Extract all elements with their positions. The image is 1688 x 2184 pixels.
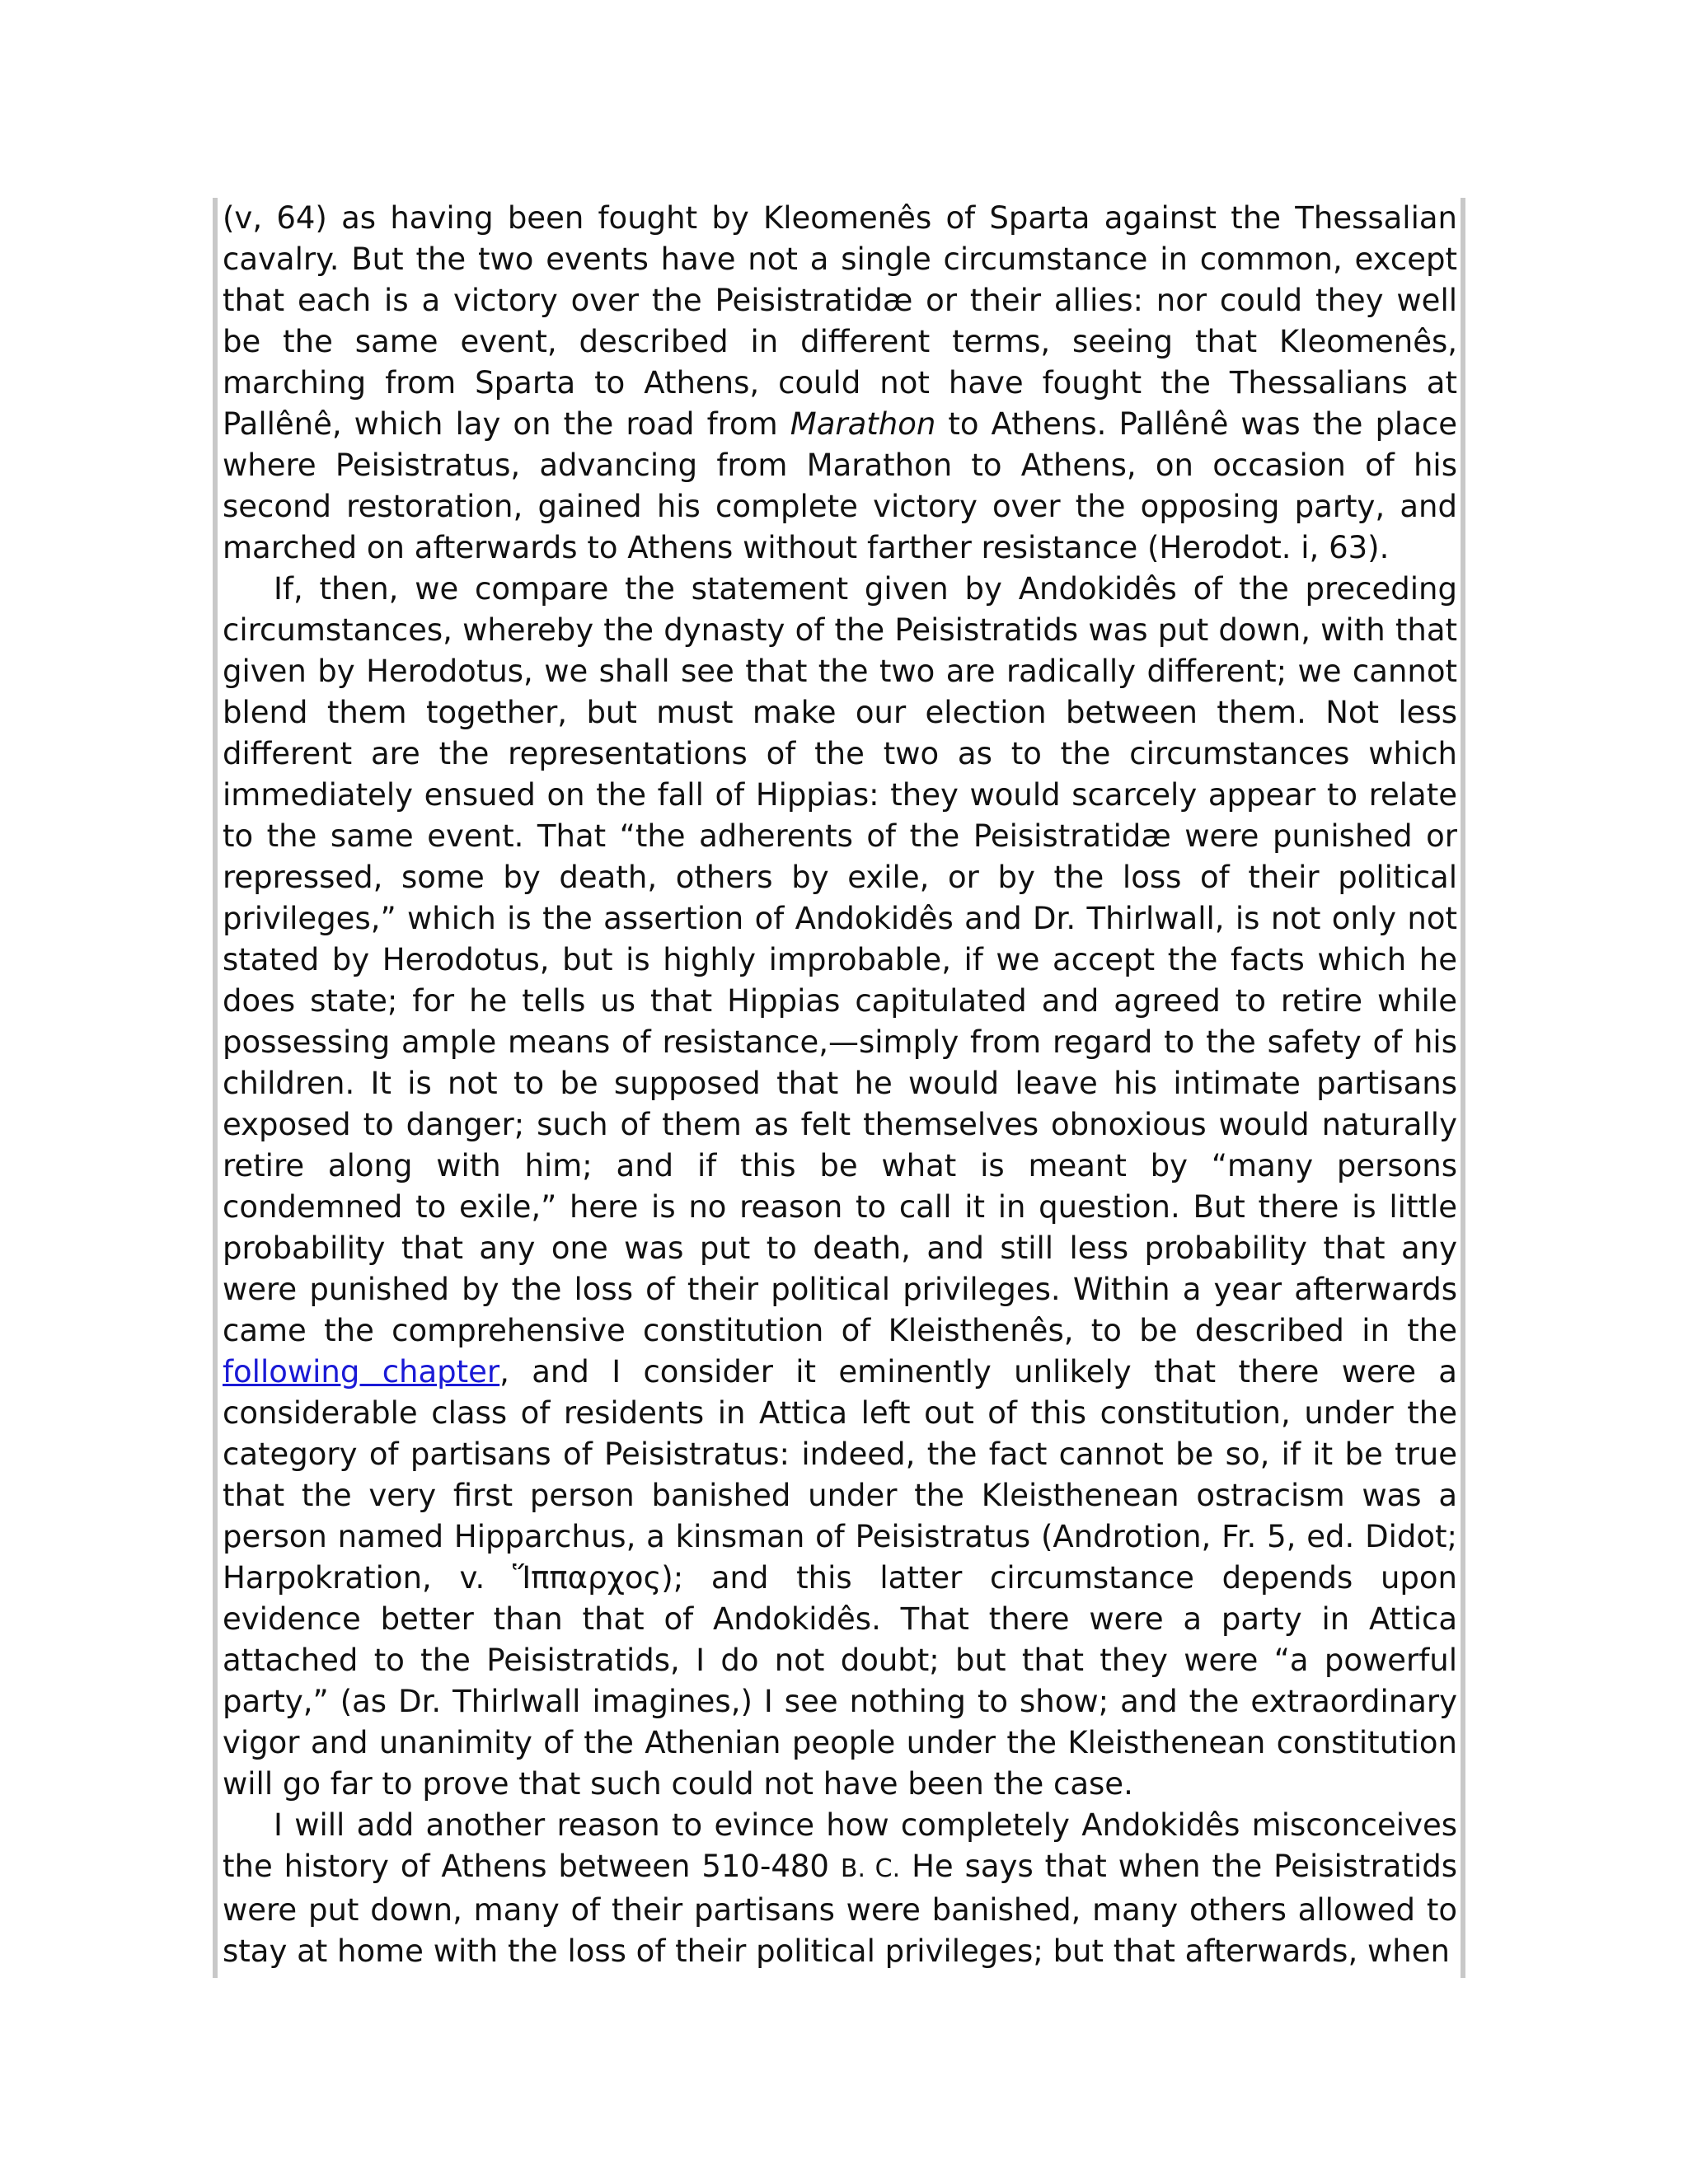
- p3-text-b: He says that when the Peisistratids were put down, many of their partisans were banished, many others allowed to stay at home with the loss of their political privileges; but that afterwards, when: [223, 1849, 1457, 1969]
- p2-text-b: , and I consider it eminently unlikely that there were a considerable class of residents in Attica left out of this constitution, under the category of partisans of Peisistratus: indeed, the fact cannot be so, if it be true that the very first person banished under the Kleisthenean ostracism was a person named Hipparchus, a kinsman of Peisistratus (Androtion, Fr. 5, ed. Didot; Harpokration, v. Ἵππαρχος); and this latter circumstance depends upon evidence better than that of Andokidês. That there were a party in Attica attached to the Peisistratids, I do not doubt; but that they were “a powerful party,” (as Dr. Thirlwall imagines,) I see nothing to show; and the extraordinary vigor and unanimity of the Athenian people under the Kleisthenean constitution will go far to prove that such could not have been the case.: [223, 1354, 1457, 1802]
- paragraph-2: [223, 569, 1457, 1805]
- p3-smallcaps-bc: B. C.: [840, 1854, 901, 1883]
- p2-text-a: If, then, we compare the statement given by Andokidês of the preceding circumstances, whereby the dynasty of the Peisistratids was put down, with that given by Herodotus, we shall see that the two are radically different; we cannot blend them together, but must make our election between them. Not less different are the representations of the two as to the circumstances which immediately ensued on the fall of Hippias: they would scarcely appear to relate to the same event. That “the adherents of the Peisistratidæ were punished or repressed, some by death, others by exile, or by the loss of their political privileges,” which is the assertion of Andokidês and Dr. Thirlwall, is not only not stated by Herodotus, but is highly improbable, if we accept the facts which he does state; for he tells us that Hippias capitulated and agreed to retire while possessing ample means of resistance,—simply from regard to the safety of his children. It is not to be supposed that he would leave his intimate partisans exposed to danger; such of them as felt themselves obnoxious would naturally retire along with him; and if this be what is meant by “many persons condemned to exile,” here is no reason to call it in question. But there is little probability that any one was put to death, and still less probability that any were punished by the loss of their political privileges. Within a year afterwards came the comprehensive constitution of Kleisthenês, to be described in the: [223, 571, 1457, 1348]
- p1-text-b: to Athens. Pallênê was the place where Peisistratus, advancing from Marathon to Athens, on occasion of his second restoration, gained his complete victory over the opposing party, and marched on afterwards to Athens without farther resistance (Herodot. i, 63).: [223, 406, 1457, 565]
- paragraph-1: [223, 198, 1457, 569]
- p3-text-a: I will add another reason to evince how completely Andokidês misconceives the history of Athens between 510-480: [223, 1807, 1457, 1884]
- paragraph-3: [223, 1805, 1457, 1972]
- book-page-text: [213, 198, 1465, 1978]
- following-chapter-link[interactable]: following chapter: [223, 1354, 500, 1390]
- p1-text-a: (v, 64) as having been fought by Kleomenês of Sparta against the Thessalian cavalry. But the two events have not a single circumstance in common, except that each is a victory over the Peisistratidæ or their allies: nor could they well be the same event, described in different terms, seeing that Kleomenês, marching from Sparta to Athens, could not have fought the Thessalians at Pallênê, which lay on the road from: [223, 200, 1457, 442]
- p1-italic-marathon: Marathon: [790, 406, 936, 442]
